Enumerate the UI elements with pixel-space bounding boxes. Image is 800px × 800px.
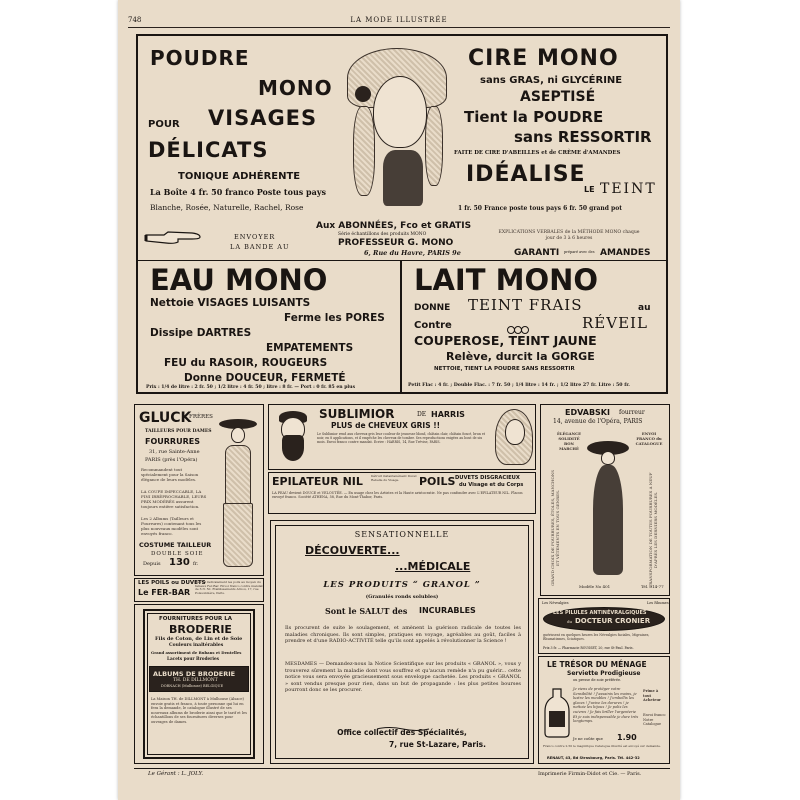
cire-le: LE [584, 185, 595, 194]
cire-idealise: IDÉALISE [466, 162, 586, 187]
epilateur-body: LA PEAU devient DOUCE et VELOUTÉE. — En usage chez les Artistes et la Haute aristocratie. Ne pas confondre avec L'EPILATEUR NIL. Flacon envoyé franco. Société ATHENA, 58, Rue du Mont-Thabor, Paris. [272, 491, 523, 500]
cire-sans-gras: sans GRAS, ni GLYCÉRINE [480, 75, 623, 86]
gluck-address: 31, rue Sainte-Anne [149, 449, 200, 455]
tresor-body: Je viens de protéger votre Sensibilité ! J'assainis les mains, je lustre les meubles ! J'embellis les glaces ! J'avive les dorures ! je nettoie les bijoux ! Je polis les cuivres ! Je fais briller l'argenterie Et je suis indispensable je dure trés longtemps. [573, 687, 639, 724]
lait-donne: DONNE [414, 303, 451, 313]
granol-decouverte: DÉCOUVERTE... [305, 544, 400, 557]
cronier-du: du [567, 619, 573, 624]
lait-nettoie: NETTOIE, TIENT LA POUDRE SANS RESSORTIR [434, 366, 575, 372]
woman-in-suit-illustration [215, 413, 261, 571]
tresor-side-1: Prime à tout Acheteur [643, 689, 661, 702]
tresor-price-text: Je ne coûte que [573, 736, 603, 741]
epilateur-side: Détruit instantanément Duvet Rebelle du Visage. [371, 474, 417, 482]
mono-address: 6, Rue du Havre, PARIS 9e [364, 249, 461, 257]
poudre-mono: MONO [258, 76, 333, 100]
cronier-price: Prix 3 fr. — Pharmacie ROUSSET, 20, rue St-Paul. Paris. [543, 646, 634, 650]
tresor-frais: Franco contre 2.50 le magnifique Catalogue illustré est envoyé sur demande. [543, 744, 661, 748]
gluck-costume: COSTUME TAILLEUR [139, 541, 212, 549]
poudre-pour: POUR [148, 119, 180, 130]
edvabski-tel: Tél. 314-77 [641, 584, 664, 589]
cronier-body: guérissent en quelques heures les Névralgies faciales, Migraines, Rhumatismes, Sciatiques. [543, 633, 650, 641]
lait-au: au [638, 303, 651, 313]
sublimior-de: DE [417, 411, 427, 418]
gluck-body-2: LA COUPE IMPECCABLE, LA FINI IRRÉPROCHABLE, LEURS PRIX MODÉRÉS assurent toujours entière satisfaction. [141, 489, 207, 509]
poudre-tonique: TONIQUE ADHÉRENTE [178, 171, 301, 182]
page-header [128, 16, 670, 28]
sublimior-body: Le Sublimior rend aux cheveux gris leur couleur de jeunesse blond, châtain clair, châtain foncé, brun et noir, en 8 applications, et il empêche les cheveux de tomber. Ses reproductions exigées au bout de six mois. Envoi franco contre mandat. Ecrire : HARRIS, 14, Rue Trévise, PARIS. [317, 432, 486, 444]
broderie-lacets: Lacets pour Broderies [167, 656, 220, 661]
granol-medicale: ...MÉDICALE [395, 560, 471, 573]
gluck-ad [134, 404, 264, 576]
broderie-couleurs: Couleurs inaltérables [169, 643, 224, 648]
poudre-visages: VISAGES [208, 106, 318, 130]
edvabski-elegance: ÉLÉGANCE SOLIDITÉ BON MARCHÉ [556, 431, 582, 451]
footer-gerant: Le Gérant : L. JOLY. [148, 771, 204, 777]
epilateur-nil-ad [268, 472, 536, 514]
gluck-double-soie: DOUBLE SOIE [151, 551, 204, 557]
eau-line-1: Nettoie VISAGES LUISANTS [150, 297, 311, 309]
gluck-price-unit: fr. [193, 561, 199, 567]
cronier-top-left: Les Névralgies [542, 601, 569, 605]
eau-line-6: Donne DOUCEUR, FERMETÉ [184, 372, 346, 384]
sublimior-plus: PLUS de CHEVEUX GRIS !! [331, 421, 441, 430]
poudre-shades: Blanche, Rosée, Naturelle, Rachel, Rose [150, 203, 304, 212]
mono-ad [136, 34, 668, 394]
eau-line-5: FEU du RASOIR, ROUGEURS [164, 357, 328, 369]
poils-body: Détruit radicalement les poils au moyen du fameux Fer-Bar. Envoi franco contre mandat de 6 fr. 50. Etablissements Arnou, 17, rue Poissonnière, Paris. [195, 580, 263, 595]
cire-sans-ressortir: sans RESSORTIR [514, 128, 652, 146]
edvabski-vertical-left: GRAND CHOIX DE FOURRURES, ÉTOLES, MANCHONS ET VÊTEMENTS EN TOUS GENRES. [550, 469, 560, 587]
edvabski-ad [540, 404, 670, 596]
page-number: 748 [128, 16, 142, 24]
envoyer-label: ENVOYER [234, 233, 276, 241]
ornament-icon [375, 717, 431, 723]
granol-paragraph-2: MESDAMES — Demandez-nous la Notice Scientifique sur les produits « GRANOL », vous y trouverez sûrement la maladie dont vous souffrez et qu'aucun remède n'a pu guérir... cette notice vous sera envoyée gracieusement sous enveloppe cachetée. Les produits « GRANOL » sont vendus presque pour rien, dans un but de propagande : les plus petites bourses pourront donc se les procurer. [285, 661, 521, 694]
broderie-dornach: DORNACH (Mulhouse) BELGIQUE [161, 684, 224, 688]
tresor-price: 1.90 [617, 733, 637, 742]
poudre-delicats: DÉLICATS [148, 138, 269, 162]
cronier-top-right: Les Rhumes [647, 601, 669, 605]
granol-sensationnelle: SENSATIONNELLE [354, 530, 450, 539]
lait-couperose: COUPEROSE, TEINT JAUNE [414, 333, 597, 348]
cronier-doctor: DOCTEUR CRONIER [575, 617, 651, 625]
gluck-body-1: Recommandent tout spécialement pour la Saison élégance de leurs modèles. [141, 467, 199, 482]
tresor-serviette: Serviette Prodigieuse [567, 670, 641, 677]
lait-teint-frais: TEINT FRAIS [468, 296, 583, 314]
granol-address: 7, rue St-Lazare, Paris. [389, 740, 486, 749]
gluck-city: PARIS (près l'Opéra) [145, 457, 198, 463]
cire-tient: Tient la POUDRE [464, 108, 604, 126]
serie-echantillons: Série échantillons des produits MONO [338, 232, 427, 237]
tresor-footer: RENAUT, 43, Bd Strasbourg, Paris. Tél. 442-32 [547, 756, 640, 760]
cronier-title: LES PILULES ANTINÉVRALGIQUES [553, 610, 647, 616]
edvabski-catalogue: ENVOI FRANCO du CATALOGUE [635, 431, 663, 446]
bande-au-label: LA BANDE AU [230, 243, 290, 251]
granol-produits: LES PRODUITS “ GRANOL ” [323, 580, 481, 590]
sublimior-harris: HARRIS [431, 410, 465, 419]
flourish-icon [504, 320, 532, 330]
lait-title: LAIT MONO [414, 263, 599, 297]
gluck-freres: FRÈRES [189, 414, 213, 420]
lait-reveil: RÉVEIL [582, 314, 648, 332]
epilateur-du-visage: du Visage et du Corps [459, 482, 524, 488]
eau-line-2: Ferme les PORES [284, 312, 385, 324]
granol-salut: Sont le SALUT des [325, 606, 408, 616]
gluck-tailleurs: TAILLEURS POUR DAMES [145, 429, 212, 434]
gluck-body-3: Les 2 Albums (Tailleurs et Fourrures) contenant tous les plus nouveaux modèles sont envoyés franco. [141, 516, 202, 536]
bearded-man-illustration [273, 409, 313, 465]
cronier-ad [538, 598, 670, 654]
broderie-assortiment: Grand assortiment de Rubans et Dentelles [151, 650, 242, 655]
poudre-price: La Boîte 4 fr. 50 franco Poste tous pays [150, 187, 326, 197]
gluck-depuis: Depuis [143, 561, 161, 567]
tresor-title: LE TRÉSOR DU MÉNAGE [547, 660, 647, 669]
broderie-ad [134, 604, 264, 764]
cire-aseptise: ASEPTISÉ [520, 89, 596, 105]
poils-fer-bar-ad [134, 578, 264, 602]
sublimior-title: SUBLIMIOR [319, 407, 395, 421]
cire-title: CIRE MONO [468, 46, 619, 71]
lady-portrait-illustration [343, 46, 451, 214]
eau-line-4: EMPATEMENTS [266, 342, 354, 354]
gluck-price: 130 [169, 557, 190, 568]
cire-price: 1 fr. 50 France poste tous pays 6 fr. 50 grand pot [458, 205, 623, 212]
bottle-illustration [543, 687, 571, 739]
tresor-side-2: Envoi franco Notre Catalogue [643, 713, 666, 726]
explications-verbales: EXPLICATIONS VERBALES de la MÉTHODE MONO chaque jour de 3 à 6 heures [498, 230, 640, 241]
lait-releve: Relève, durcit la GORGE [446, 350, 595, 363]
eau-price: Prix : 1/4 de litre : 2 fr. 50 ; 1/2 litre : 4 fr. 50 ; litre : 8 fr. — Port : 0 fr. 85 en plus [146, 385, 356, 390]
magazine-page [118, 0, 680, 800]
tresor-sub: ou presse de soie préférée. [573, 678, 622, 682]
granol-paragraph-1: Ils procurent de suite le soulagement, et amènent la guérison radicale de toutes les maladies chroniques. Ils sont simples, pratiques en voyage, agréables au goût, faciles à prendre et d'une RADIO-ACTIVITÉ telle qu'ils sont appelés à révolutionner la Science ! [285, 625, 521, 645]
edvabski-address: 14, avenue de l'Opéra, PARIS [553, 418, 643, 425]
lait-contre: Contre [414, 320, 452, 331]
magazine-title: LA MODE ILLUSTRÉE [350, 16, 448, 24]
gluck-name: GLUCK [139, 410, 192, 426]
broderie-dillmont: TH. DE DILLMONT [173, 678, 218, 683]
pointing-hand-icon [144, 230, 202, 246]
lait-price: Petit Flac : 4 fr. ; Double Flac. : 7 fr. 50 ; 1/4 litre : 14 fr. ; 1/2 litre 27 fr. Litre : 50 fr. [408, 383, 630, 388]
granol-office: Office collectif des Spécialités, [337, 728, 467, 737]
edvabski-modele: Modèle No 401 [579, 584, 611, 589]
poils-fer-bar: Le FER-BAR [138, 588, 191, 597]
edvabski-name: EDVABSKI [565, 408, 610, 417]
broderie-title: BRODERIE [169, 623, 232, 636]
footer-imprimerie: Imprimerie Firmin-Didot et Cie. — Paris. [538, 771, 642, 777]
broderie-albums: ALBUMS DE BRODERIE [153, 670, 236, 678]
garanti-small: préparé avec des [564, 250, 595, 254]
poils-title: LES POILS ou DUVETS [138, 580, 206, 586]
garanti-label: GARANTI [514, 248, 560, 258]
broderie-fils: Fils de Coton, de Lin et de Soie [155, 636, 243, 642]
sublimior-ad [268, 404, 536, 470]
edvabski-vertical-right: TRANSFORMATION DE TOUTES FOURRURES A NEUF D'APRÈS LES DERNIERS MODÈLES. [648, 472, 658, 588]
abonnees-gratis: Aux ABONNÉES, Fco et GRATIS [316, 221, 472, 231]
epilateur-title: EPILATEUR NIL [272, 475, 363, 488]
epilateur-duvets: DUVETS DISGRACIEUX [455, 475, 520, 481]
eau-title: EAU MONO [150, 263, 328, 297]
epilateur-poils: POILS [419, 475, 456, 488]
cire-faite: FAITE DE CIRE D'ABEILLES et de CRÈME d'AMANDES [454, 150, 621, 156]
professeur-mono: PROFESSEUR G. MONO [338, 238, 454, 248]
tresor-menage-ad [538, 656, 670, 764]
amandes-label: AMANDES [600, 248, 651, 258]
poudre-title: POUDRE [150, 46, 250, 70]
woman-long-hair-illustration [493, 409, 535, 467]
gluck-fourrures: FOURRURES [145, 437, 200, 446]
cire-teint: TEINT [600, 181, 657, 197]
edvabski-role: fourreur [619, 409, 645, 416]
granol-ad [270, 520, 534, 764]
granol-incurables: INCURABLES [419, 606, 476, 615]
eau-line-3: Dissipe DARTRES [150, 327, 252, 339]
granol-granules: (Granulés ronds solubles) [365, 594, 439, 600]
broderie-body: La Maison TH. de DILLMONT à Mulhouse (Alsace) envoie gratis et franco, à toute personne qui lui en fera la demande, le catalogue illustré de ses nouveaux albums de broderie ainsi que le tarif et les échantillons de ses fournitures diverses pour ouvrages de dames. [151, 697, 247, 724]
woman-in-fur-coat-illustration [585, 441, 631, 581]
broderie-fournitures: FOURNITURES POUR LA [159, 616, 232, 622]
